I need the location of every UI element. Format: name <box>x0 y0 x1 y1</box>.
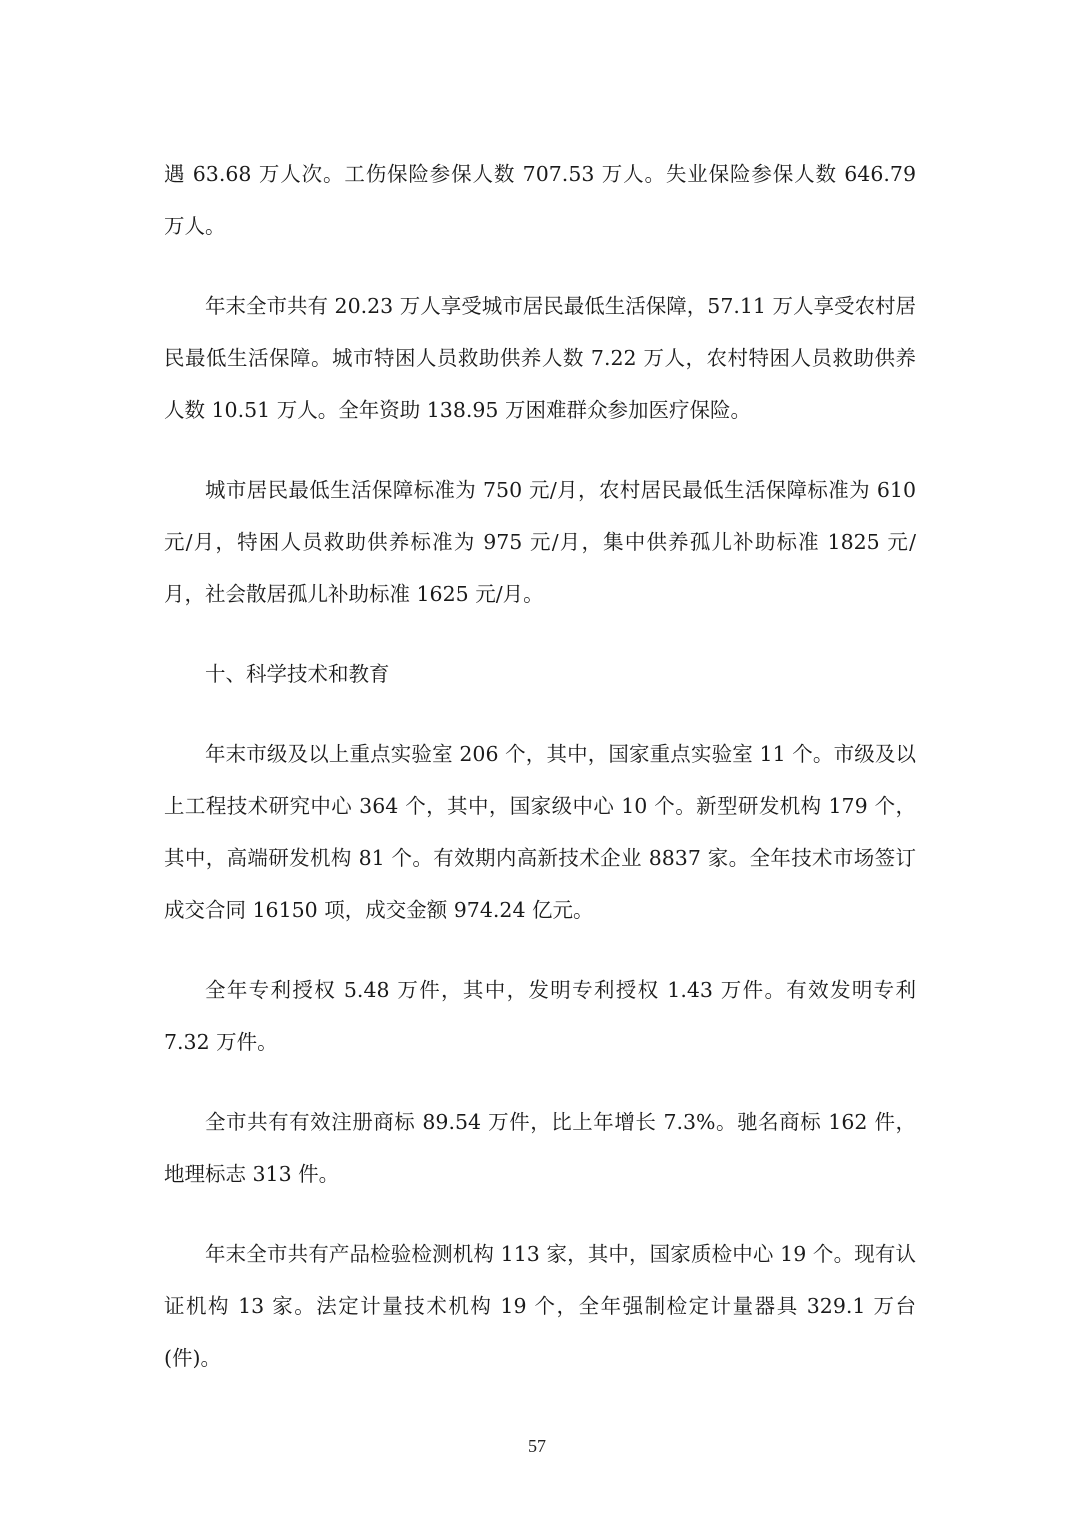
paragraph-laboratories: 年末市级及以上重点实验室 206 个，其中，国家重点实验室 11 个。市级及以上工程技术研究中心 364 个，其中，国家级中心 10 个。新型研发机构 179 个，其中，高端研发机构 81 个。有效期内高新技术企业 8837 家。全年技术市场签订成交合同 16150 项，成交金额 974.24 亿元。 <box>164 742 916 922</box>
paragraph-security-standards: 城市居民最低生活保障标准为 750 元/月，农村居民最低生活保障标准为 610 元/月，特困人员救助供养标准为 975 元/月，集中供养孤儿补助标准 1825 元/月，社会散居孤儿补助标准 1625 元/月。 <box>164 478 916 606</box>
paragraph-social-insurance-continued: 遇 63.68 万人次。工伤保险参保人数 707.53 万人。失业保险参保人数 646.79 万人。 <box>164 162 916 238</box>
paragraph-inspection-institutions: 年末全市共有产品检验检测机构 113 家，其中，国家质检中心 19 个。现有认证机构 13 家。法定计量技术机构 19 个，全年强制检定计量器具 329.1 万台(件)。 <box>164 1242 916 1370</box>
paragraph-trademarks: 全市共有有效注册商标 89.54 万件，比上年增长 7.3%。驰名商标 162 件，地理标志 313 件。 <box>164 1110 916 1186</box>
paragraph-minimum-living-security: 年末全市共有 20.23 万人享受城市居民最低生活保障，57.11 万人享受农村居民最低生活保障。城市特困人员救助供养人数 7.22 万人，农村特困人员救助供养人数 10.51 万人。全年资助 138.95 万困难群众参加医疗保险。 <box>164 294 916 422</box>
page-number: 57 <box>528 1436 546 1456</box>
body-text <box>164 148 916 1384</box>
section-heading: 十、科学技术和教育 <box>205 662 390 686</box>
paragraph-patents: 全年专利授权 5.48 万件，其中，发明专利授权 1.43 万件。有效发明专利 7.32 万件。 <box>164 978 916 1054</box>
